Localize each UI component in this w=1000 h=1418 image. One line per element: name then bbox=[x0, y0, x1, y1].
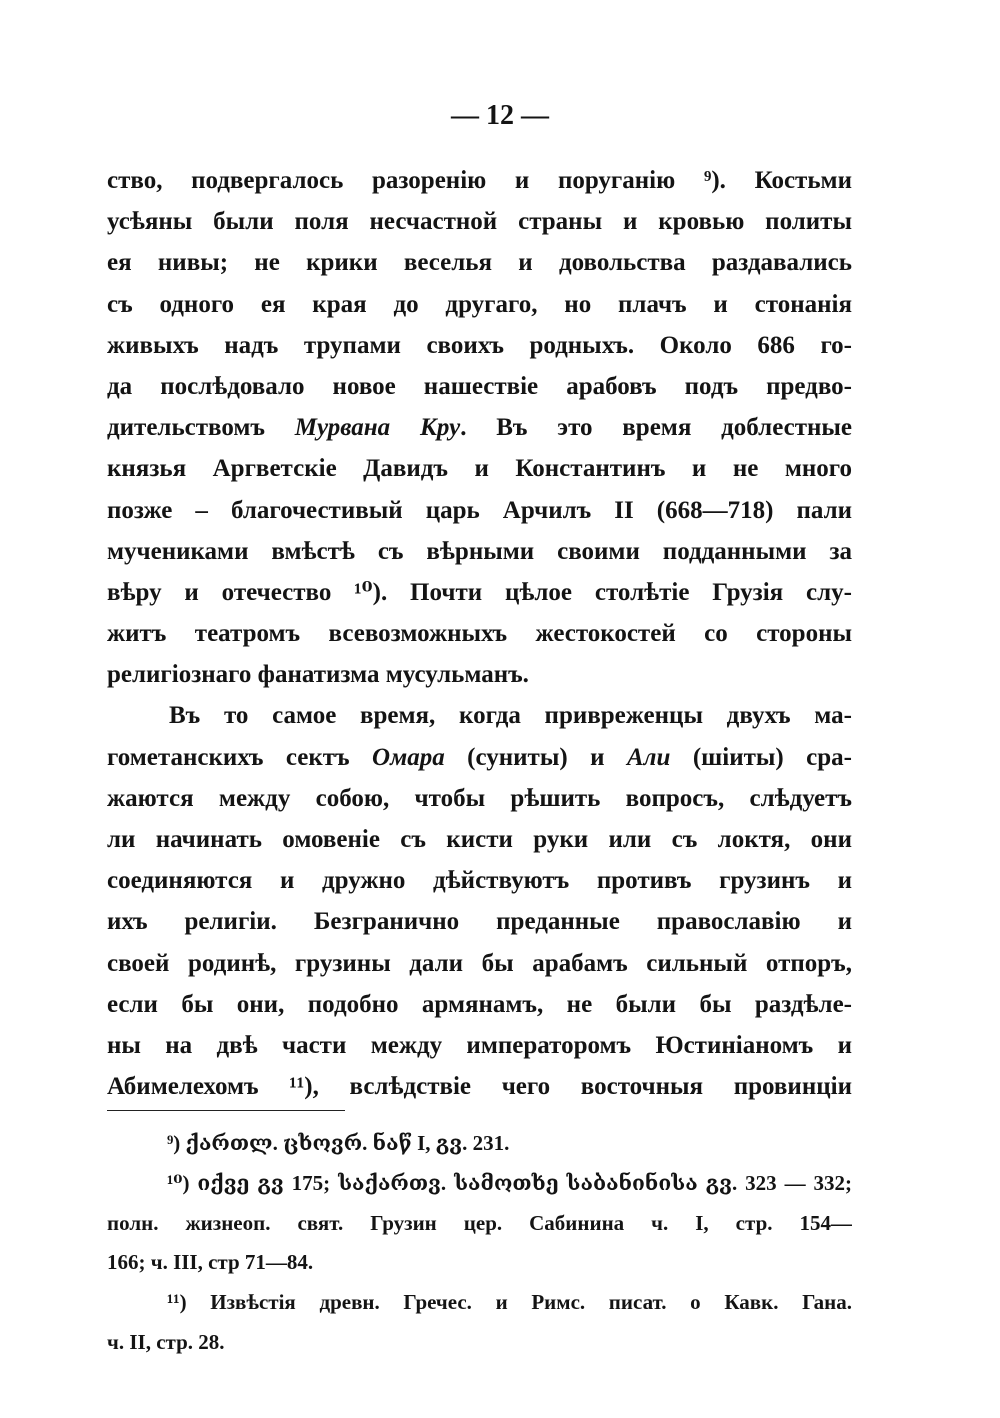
text-line bbox=[107, 737, 852, 778]
text-line bbox=[107, 984, 852, 1025]
body-text bbox=[107, 160, 852, 1107]
text-line bbox=[107, 901, 852, 942]
text-line bbox=[107, 490, 852, 531]
text-line bbox=[107, 242, 852, 283]
footnote-line: ⁹) ქართლ. ცხოვრ. ნაწ I, გვ. 231. bbox=[167, 1131, 510, 1155]
text-line bbox=[107, 201, 852, 242]
text-segment: если бы они, подобно армянамъ, не были бы раздѣле- bbox=[107, 990, 852, 1018]
text-segment: религіознаго фанатизма мусульманъ. bbox=[107, 661, 529, 689]
text-segment: гометанскихъ сектъ bbox=[107, 743, 373, 771]
text-segment: Въ то самое время, когда привреженцы двухъ ма- bbox=[169, 702, 852, 730]
text-line bbox=[107, 819, 852, 860]
text-line bbox=[107, 654, 852, 695]
text-segment: (суниты) и bbox=[444, 743, 627, 771]
text-line bbox=[107, 1066, 852, 1107]
footnote-line: ¹¹) Извѣстія древн. Гречес. и Римс. писат. о Кавк. Гана. bbox=[167, 1290, 852, 1315]
text-line bbox=[107, 1025, 852, 1066]
text-segment: мучениками вмѣстѣ съ вѣрными своими подданными за bbox=[107, 537, 852, 565]
text-line bbox=[107, 695, 852, 736]
text-segment: ея нивы; не крики веселья и довольства раздавались bbox=[107, 249, 852, 277]
page-number: — 12 — bbox=[451, 100, 549, 131]
text-line bbox=[107, 407, 852, 448]
text-line bbox=[107, 160, 852, 201]
text-segment: жаются между собою, чтобы рѣшить вопросъ, слѣдуетъ bbox=[107, 784, 852, 812]
text-segment: усѣяны были поля несчастной страны и кровью политы bbox=[107, 208, 852, 236]
italic-name: Омара bbox=[372, 743, 445, 771]
footnote-line: ¹⁰) იქვე გვ 175; საქართვ. სამოთხე საბანინისა გვ. 323 — 332; bbox=[167, 1170, 852, 1195]
text-segment: дительствомъ bbox=[107, 414, 295, 442]
text-segment: ны на двѣ части между императоромъ Юстиніаномъ и bbox=[107, 1031, 852, 1059]
text-line bbox=[107, 860, 852, 901]
text-segment: своей родинѣ, грузины дали бы арабамъ сильный отпоръ, bbox=[107, 949, 852, 977]
text-line bbox=[107, 613, 852, 654]
italic-name: Мурвана Кру bbox=[294, 414, 461, 442]
footnotes bbox=[107, 1124, 852, 1363]
footnote-line: полн. жизнеоп. свят. Грузин цер. Сабинина ч. I, стр. 154— bbox=[107, 1210, 852, 1235]
text-segment: соединяются и дружно дѣйствуютъ противъ грузинъ и bbox=[107, 867, 852, 895]
text-segment: (шіиты) сра- bbox=[670, 743, 852, 771]
text-segment: Абимелехомъ ¹¹), вслѣдствіе чего восточныя провинціи bbox=[107, 1073, 852, 1101]
text-line bbox=[107, 778, 852, 819]
text-line bbox=[107, 366, 852, 407]
text-segment: живыхъ надъ трупами своихъ родныхъ. Около 686 го- bbox=[107, 331, 852, 359]
text-line bbox=[107, 943, 852, 984]
text-segment: позже – благочестивый царь Арчилъ II (668—718) пали bbox=[107, 496, 852, 524]
text-segment: князья Аргветскіе Давидъ и Константинъ и не много bbox=[107, 455, 852, 483]
text-segment: житъ театромъ всевозможныхъ жестокостей со стороны bbox=[107, 620, 852, 648]
text-segment: . Въ это время доблестные bbox=[460, 414, 852, 442]
text-segment: да послѣдовало новое нашествіе арабовъ подъ предво- bbox=[107, 372, 852, 400]
footnote-divider bbox=[107, 1110, 345, 1111]
text-segment: ство, подвергалось разоренію и поруганію ⁹). Костьми bbox=[107, 167, 852, 194]
text-segment: съ одного ея края до другаго, но плачъ и стонанія bbox=[107, 290, 852, 318]
text-segment: ихъ религіи. Безгранично преданные православію и bbox=[107, 908, 852, 936]
footnote-line: 166; ч. III, стр 71—84. bbox=[107, 1250, 314, 1275]
text-segment: вѣру и отечество ¹⁰). Почти цѣлое столѣтіе Грузія слу- bbox=[107, 578, 852, 606]
text-line bbox=[107, 531, 852, 572]
text-line bbox=[107, 284, 852, 325]
text-line bbox=[107, 325, 852, 366]
text-line bbox=[107, 448, 852, 489]
text-segment: ли начинать омовеніе съ кисти руки или съ локтя, они bbox=[107, 826, 852, 853]
footnote-line: ч. II, стр. 28. bbox=[107, 1329, 225, 1354]
text-line bbox=[107, 572, 852, 613]
italic-name: Али bbox=[626, 743, 671, 771]
